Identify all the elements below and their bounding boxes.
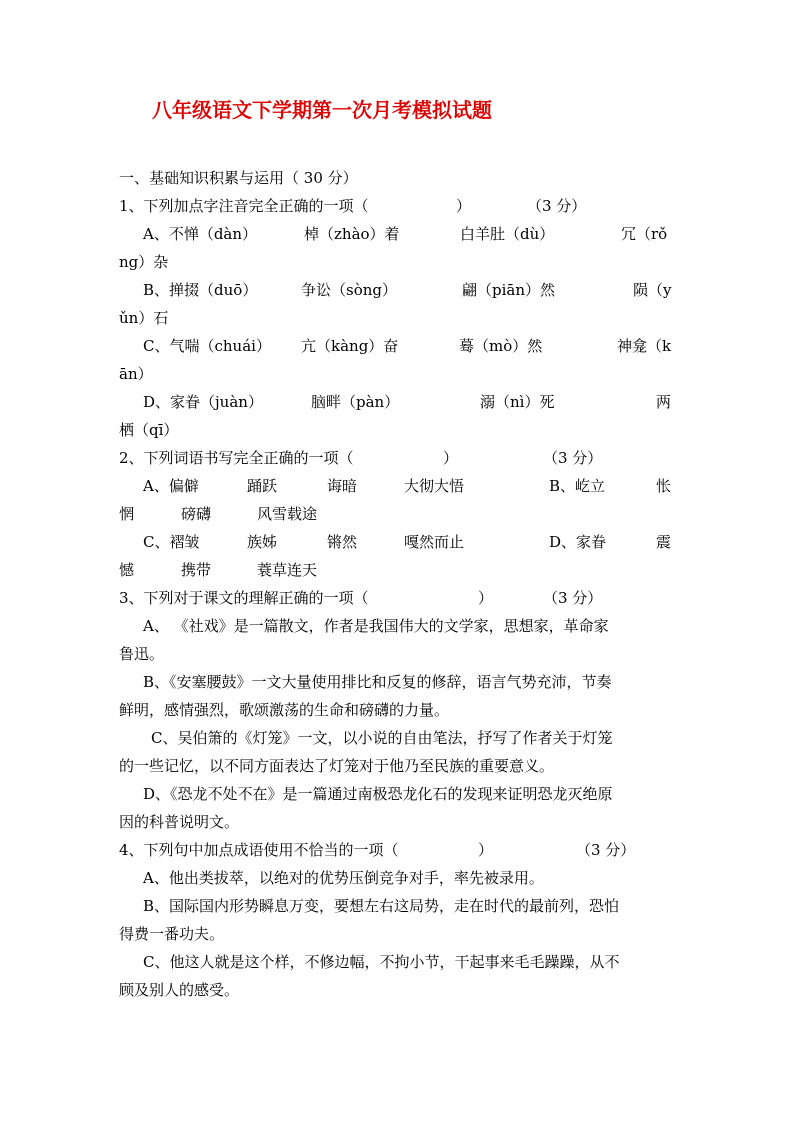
- question-1-stem: [0, 195, 794, 217]
- question-3-option-c: [0, 727, 794, 749]
- option-text: 白羊肚（dù）: [460, 225, 555, 243]
- question-3-option-a: [0, 615, 794, 637]
- question-1-option-d: [0, 391, 794, 413]
- option-text: ān）: [119, 365, 153, 383]
- question-4-option-c-wrap: [0, 979, 794, 1001]
- option-text: 鲜明，感情强烈，歌颂激荡的生命和磅礴的力量。: [119, 701, 450, 719]
- question-4-option-a: [0, 867, 794, 889]
- option-text: 蓦（mò）然: [459, 337, 543, 355]
- page-title: 八年级语文下学期第一次月考模拟试题: [152, 98, 492, 122]
- option-text: ng）杂: [119, 253, 169, 271]
- question-2-line-3: [0, 531, 794, 553]
- option-text: C、褶皱: [143, 533, 200, 551]
- option-text: B、国际国内形势瞬息万变，要想左右这局势，走在时代的最前列，恐怕: [143, 897, 620, 915]
- option-text: A、 《社戏》是一篇散文，作者是我国伟大的文学家，思想家，革命家: [143, 617, 609, 635]
- question-1-option-d-wrap: [0, 419, 794, 441]
- option-text: 诲暗: [327, 477, 358, 495]
- option-text: 磅礴: [181, 505, 212, 523]
- question-2-line-2: [0, 503, 794, 525]
- question-3-stem: [0, 587, 794, 609]
- option-text: D、家眷（juàn）: [143, 393, 263, 411]
- question-1-option-a: [0, 223, 794, 245]
- question-4-option-c: [0, 951, 794, 973]
- option-text: 陨（y: [633, 281, 672, 299]
- question-3-option-b-wrap: [0, 699, 794, 721]
- question-2-stem: [0, 447, 794, 469]
- option-text: D、家眷: [549, 533, 607, 551]
- option-text: 栖（qī）: [119, 421, 179, 439]
- option-text: 大彻大悟: [404, 477, 465, 495]
- option-text: B、掸掇（duō）: [143, 281, 258, 299]
- question-stem-text: 2、下列词语书写完全正确的一项（: [119, 449, 354, 467]
- option-text: 风雪载途: [257, 505, 318, 523]
- option-text: C、气喘（chuái）: [143, 337, 271, 355]
- answer-paren: ）: [478, 589, 494, 607]
- question-3-option-a-wrap: [0, 643, 794, 665]
- question-1-option-c-wrap: [0, 363, 794, 385]
- option-text: 得费一番功夫。: [119, 925, 225, 943]
- option-text: 锵然: [327, 533, 358, 551]
- answer-paren: ）: [456, 197, 472, 215]
- question-1-option-c: [0, 335, 794, 357]
- option-text: 翩（piān）然: [462, 281, 556, 299]
- question-3-option-d-wrap: [0, 811, 794, 833]
- question-2-line-1: [0, 475, 794, 497]
- question-4-option-b: [0, 895, 794, 917]
- question-4-stem: [0, 839, 794, 861]
- option-text: 族姊: [247, 533, 278, 551]
- score-label: （3 分）: [543, 449, 603, 467]
- answer-paren: ）: [478, 841, 494, 859]
- score-label: （3 分）: [576, 841, 636, 859]
- option-text: 棹（zhào）着: [304, 225, 400, 243]
- option-text: A、偏僻: [143, 477, 199, 495]
- option-text: 嘎然而止: [404, 533, 465, 551]
- option-text: 怅: [656, 477, 672, 495]
- option-text: 鲁迅。: [119, 645, 165, 663]
- option-text: 溺（nì）死: [480, 393, 555, 411]
- option-text: B、《安塞腰鼓》一文大量使用排比和反复的修辞，语言气势充沛，节奏: [143, 673, 612, 691]
- answer-paren: ）: [443, 449, 459, 467]
- option-text: 冗（rǒ: [621, 225, 668, 243]
- option-text: 携带: [181, 561, 212, 579]
- option-text: ǔn）石: [119, 309, 169, 327]
- option-text: 因的科普说明文。: [119, 813, 240, 831]
- option-text: 脑畔（pàn）: [311, 393, 400, 411]
- score-label: （3 分）: [543, 589, 603, 607]
- question-stem-text: 4、下列句中加点成语使用不恰当的一项（: [119, 841, 399, 859]
- option-text: 惘: [119, 505, 135, 523]
- question-stem-text: 1、下列加点字注音完全正确的一项（: [119, 197, 369, 215]
- option-text: C、他这人就是这个样，不修边幅，不拘小节，干起事来毛毛躁躁，从不: [143, 953, 620, 971]
- option-text: 震: [656, 533, 672, 551]
- option-text: 两: [656, 393, 672, 411]
- question-4-option-b-wrap: [0, 923, 794, 945]
- question-stem-text: 3、下列对于课文的理解正确的一项（: [119, 589, 369, 607]
- question-3-option-c-wrap: [0, 755, 794, 777]
- question-2-line-4: [0, 559, 794, 581]
- option-text: 的一些记忆，以不同方面表达了灯笼对于他乃至民族的重要意义。: [119, 757, 555, 775]
- option-text: 争讼（sòng）: [301, 281, 397, 299]
- option-text: B、屹立: [549, 477, 606, 495]
- option-text: 蓑草连天: [257, 561, 318, 579]
- option-text: 亢（kàng）奋: [301, 337, 399, 355]
- option-text: 憾: [119, 561, 135, 579]
- option-text: 神龛（k: [617, 337, 672, 355]
- score-label: （3 分）: [527, 197, 587, 215]
- section-heading: [0, 167, 794, 189]
- section-heading-text: 一、基础知识积累与运用（ 30 分）: [119, 169, 358, 187]
- question-3-option-b: [0, 671, 794, 693]
- option-text: A、不惮（dàn）: [143, 225, 258, 243]
- option-text: C、吴伯箫的《灯笼》一文，以小说的自由笔法，抒写了作者关于灯笼: [151, 729, 613, 747]
- question-1-option-b-wrap: [0, 307, 794, 329]
- question-1-option-b: [0, 279, 794, 301]
- option-text: A、他出类拔萃，以绝对的优势压倒竞争对手，率先被录用。: [143, 869, 544, 887]
- option-text: 踊跃: [247, 477, 278, 495]
- question-1-option-a-wrap: [0, 251, 794, 273]
- option-text: 顾及别人的感受。: [119, 981, 240, 999]
- question-3-option-d: [0, 783, 794, 805]
- option-text: D、《恐龙不处不在》是一篇通过南极恐龙化石的发现来证明恐龙灭绝原: [143, 785, 613, 803]
